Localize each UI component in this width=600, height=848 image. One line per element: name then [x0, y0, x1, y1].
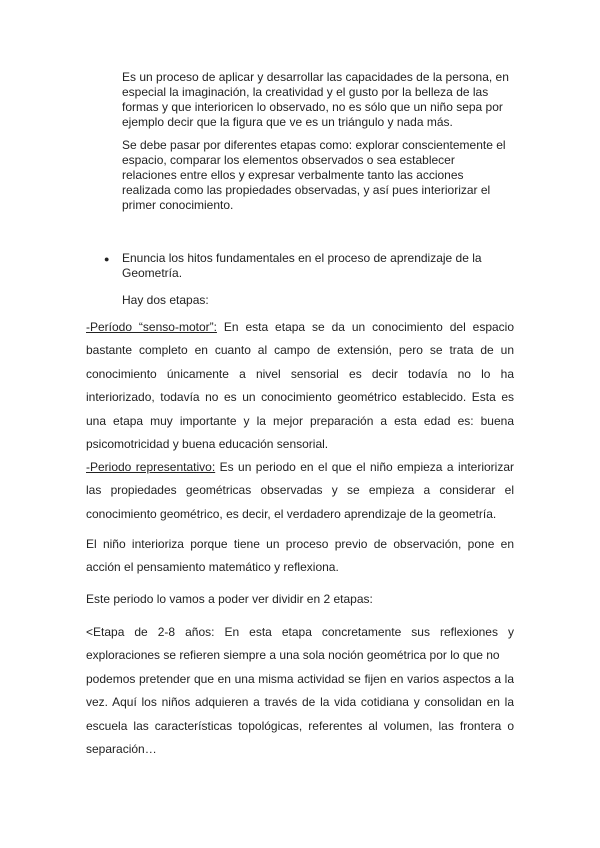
text-line: ejemplo decir que la figura que ve es un triángulo y nada más. [122, 115, 453, 129]
text-line: podemos pretender que en una misma actividad se fijen en varios aspectos a la [86, 671, 514, 686]
heading-senso-motor: -Período “senso-motor”: [86, 320, 217, 334]
text-line: relaciones entre ellos y expresar verbalmente tanto las acciones [122, 168, 464, 182]
text-line: bastante completo en cuanto al campo de extensión, pero se trata de un [86, 343, 514, 358]
text-line: conocimiento únicamente a nivel sensorial es decir todavía no lo ha [86, 366, 514, 381]
text-line: primer conocimiento. [122, 198, 234, 212]
text-line: El niño interioriza porque tiene un proceso previo de observación, pone en [86, 537, 514, 551]
paragraph-representativo [86, 456, 514, 526]
text-line: <Etapa de 2-8 años: En esta etapa concretamente sus reflexiones y [86, 625, 514, 639]
text-line: acción el pensamiento matemático y reflexiona. [86, 560, 339, 575]
hay-dos-etapas [122, 293, 514, 308]
text-line: interiorizado, todavía no es un conocimiento geométrico establecido. Esta es [86, 390, 514, 405]
text-line: formas y que interioricen lo observado, no es sólo que un niño sepa por [122, 100, 503, 114]
text-line: psicomotricidad y buena educación sensorial. [86, 436, 329, 451]
text-line: Enuncia los hitos fundamentales en el proceso de aprendizaje de la [122, 251, 482, 265]
text-line: Es un proceso de aplicar y desarrollar las capacidades de la persona, en [122, 70, 509, 84]
text-line: conocimiento geométrico, es decir, el verdadero aprendizaje de la geometría. [86, 506, 497, 521]
heading-representativo: -Periodo representativo: [86, 460, 216, 474]
text-line: separación… [86, 741, 157, 756]
text-line: exploraciones se refieren siempre a una sola noción geométrica por lo que no [86, 648, 500, 663]
text-line: realizada como las propiedades observadas, y así pues interiorizar el [122, 183, 491, 197]
text-line: espacio, comparar los elementos observados o sea establecer [122, 153, 455, 167]
text-line: Se debe pasar por diferentes etapas como: explorar conscientemente el [122, 138, 506, 152]
paragraph-proceso [122, 70, 514, 130]
text-line: escuela las características topológicas, referentes al volumen, las frontera o [86, 718, 514, 733]
text-line: una etapa muy importante y la mejor preparación a esta edad es: buena [86, 413, 514, 428]
paragraph-etapa-2-8 [86, 621, 514, 761]
paragraph-este-periodo [86, 588, 514, 611]
text-line: vez. Aquí los niños adquieren a través de la vida cotidiana y consolidan en la [86, 695, 514, 710]
paragraph-senso-motor [86, 316, 514, 456]
bullet-question [122, 251, 514, 281]
text-line: especial la imaginación, la creatividad y el gusto por la belleza de las [122, 85, 489, 99]
text-line: Hay dos etapas: [122, 293, 209, 307]
text-line: las propiedades geométricas observadas y se empieza a considerar el [86, 483, 514, 498]
text-span: Es un periodo en el que el niño empieza a interiorizar [215, 460, 514, 474]
paragraph-nino [86, 533, 514, 580]
paragraph-etapas [122, 138, 514, 213]
text-line: Este periodo lo vamos a poder ver dividir en 2 etapas: [86, 592, 373, 606]
bullet-icon: ● [104, 254, 110, 264]
text-span: En esta etapa se da un conocimiento del espacio [216, 320, 514, 334]
text-line: Geometría. [122, 266, 183, 280]
